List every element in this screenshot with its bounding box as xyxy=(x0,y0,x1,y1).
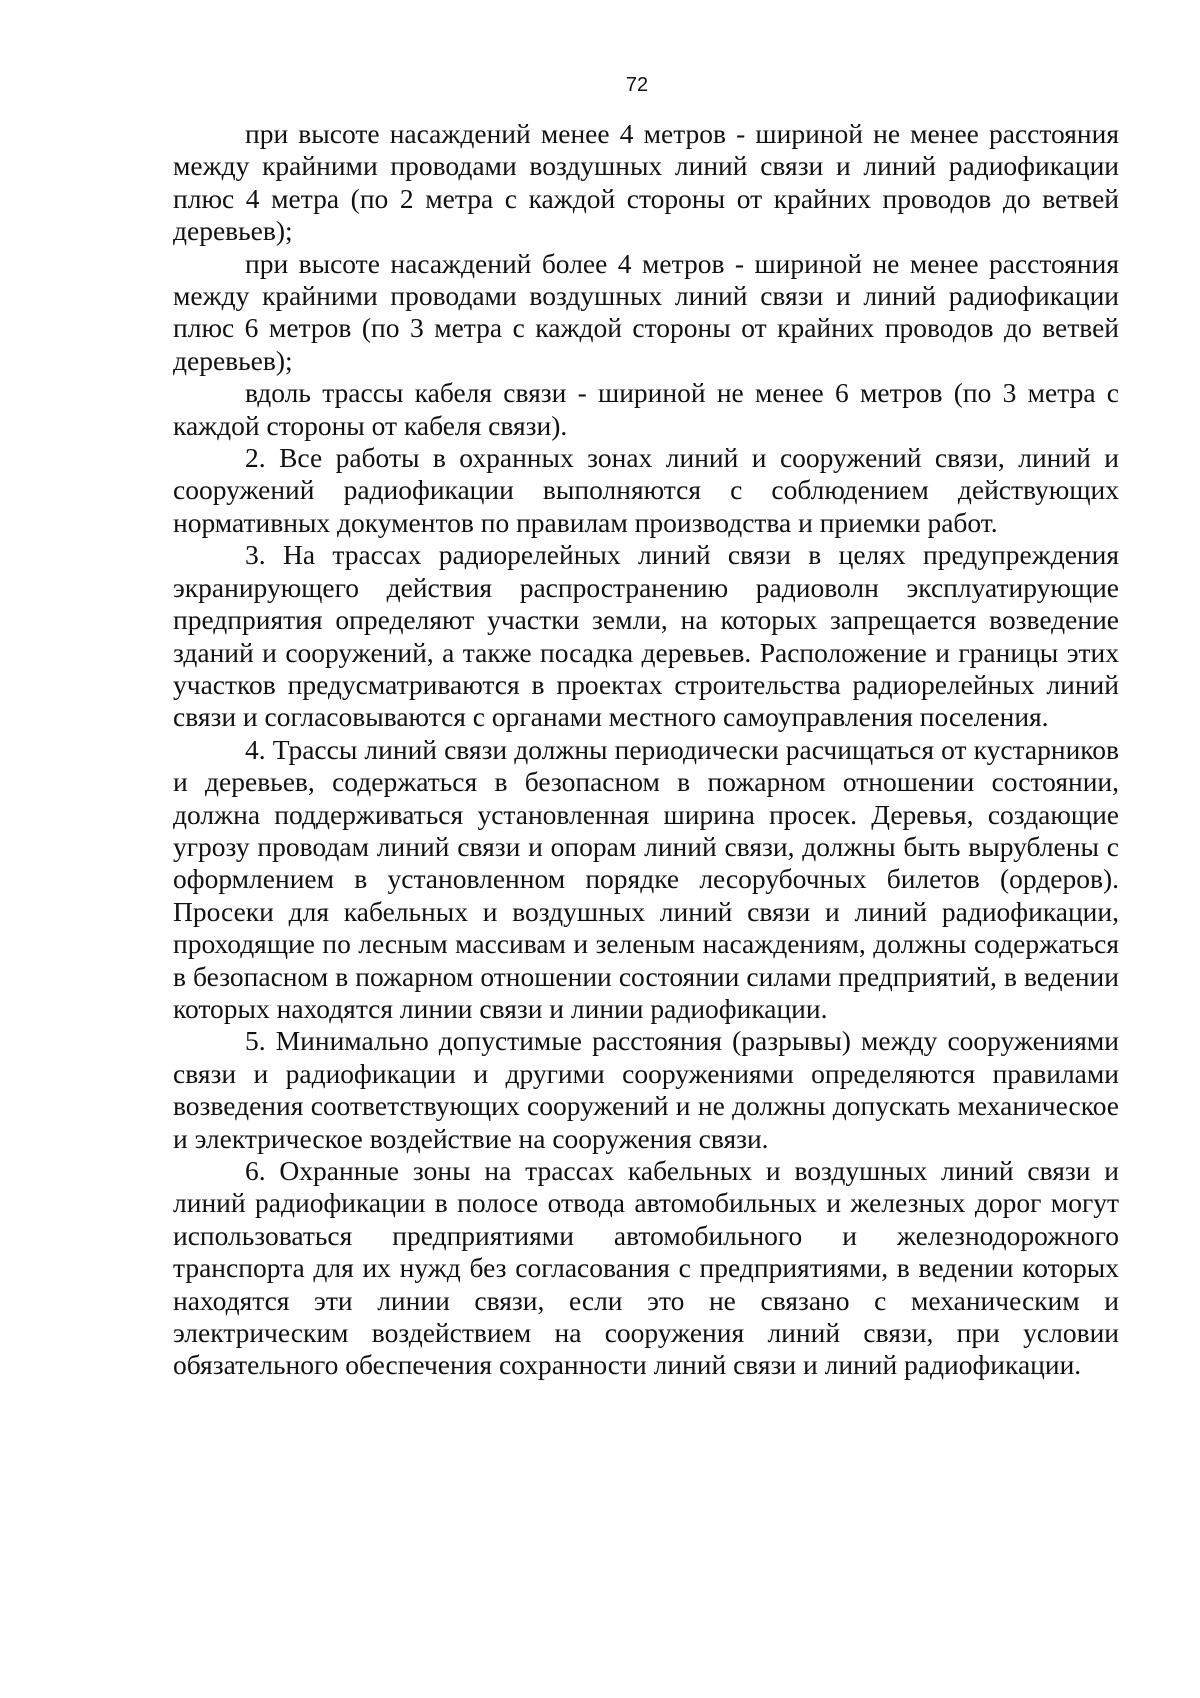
paragraph-item-4: 4. Трассы линий связи должны периодически расчищаться от кустарников и деревьев, содержаться в безопасном в пожарном отношении состоянии, должна поддерживаться установленная ширина просек. Деревья, создающие угрозу проводам линий связи и опорам линий связи, должны быть вырублены с оформлением в установленном порядке лесорубочных билетов (ордеров). Просеки для кабельных и воздушных линий связи и линий радиофикации, проходящие по лесным массивам и зеленым насаждениям, должны содержаться в безопасном в пожарном отношении состоянии силами предприятий, в ведении которых находятся линии связи и линии радиофикации. xyxy=(173,733,1119,1024)
paragraph-item-2: 2. Все работы в охранных зонах линий и сооружений связи, линий и сооружений радиофикации выполняются с соблюдением действующих нормативных документов по правилам производства и приемки работ. xyxy=(173,442,1119,538)
paragraph-width-over-4m: при высоте насаждений более 4 метров - шириной не менее расстояния между крайними проводами воздушных линий связи и линий радиофикации плюс 6 метров (по 3 метра с каждой стороны от крайних проводов до ветвей деревьев); xyxy=(173,247,1119,376)
paragraph-item-5: 5. Минимально допустимые расстояния (разрывы) между сооружениями связи и радиофикации и другими сооружениями определяются правилами возведения соответствующих сооружений и не должны допускать механическое и электрическое воздействие на сооружения связи. xyxy=(173,1025,1119,1154)
document-body xyxy=(173,118,1119,1382)
page-number: 72 xyxy=(625,74,649,96)
paragraph-cable-route: вдоль трассы кабеля связи - шириной не менее 6 метров (по 3 метра с каждой стороны от кабеля связи). xyxy=(173,377,1119,441)
paragraph-item-3: 3. На трассах радиорелейных линий связи в целях предупреждения экранирующего действия распространению радиоволн эксплуатирующие предприятия определяют участки земли, на которых запрещается возведение зданий и сооружений, а также посадка деревьев. Расположение и границы этих участков предусматриваются в проектах строительства радиорелейных линий связи и согласовываются с органами местного самоуправления поселения. xyxy=(173,539,1119,733)
paragraph-item-6: 6. Охранные зоны на трассах кабельных и воздушных линий связи и линий радиофикации в полосе отвода автомобильных и железных дорог могут использоваться предприятиями автомобильного и железнодорожного транспорта для их нужд без согласования с предприятиями, в ведении которых находятся эти линии связи, если это не связано с механическим и электрическим воздействием на сооружения линий связи, при условии обязательного обеспечения сохранности линий связи и линий радиофикации. xyxy=(173,1155,1119,1381)
paragraph-width-under-4m: при высоте насаждений менее 4 метров - шириной не менее расстояния между крайними проводами воздушных линий связи и линий радиофикации плюс 4 метра (по 2 метра с каждой стороны от крайних проводов до ветвей деревьев); xyxy=(173,118,1119,247)
